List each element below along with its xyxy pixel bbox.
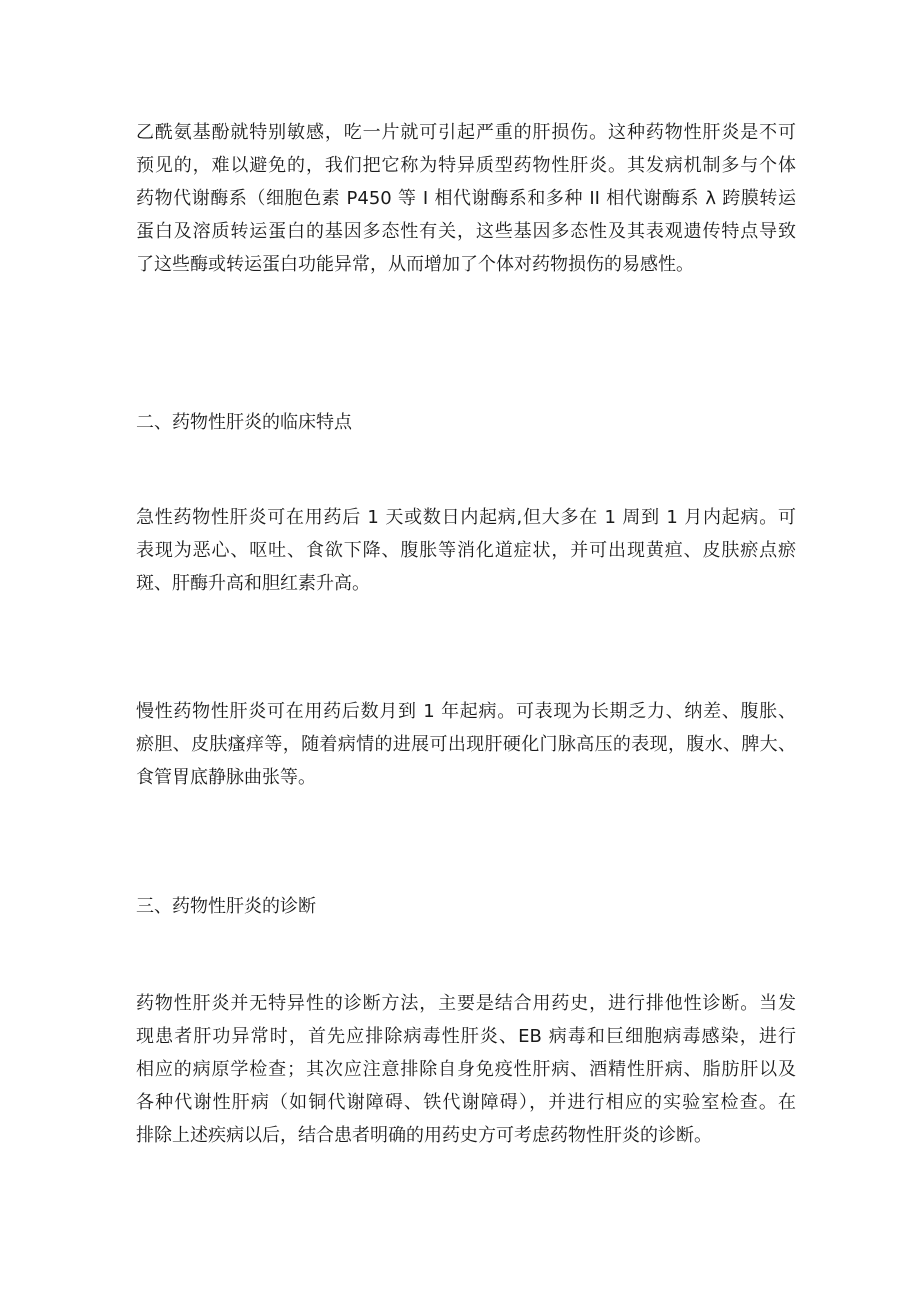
paragraph-line: 斑、肝酶升高和胆红素升高。	[136, 573, 370, 594]
paragraph-line: 食管胃底静脉曲张等。	[136, 767, 316, 788]
paragraph-pathogenesis	[136, 116, 796, 281]
paragraph-line: 现患者肝功异常时，首先应排除病毒性肝炎、EB 病毒和巨细胞病毒感染，进行	[136, 1026, 796, 1047]
paragraph-line: 相应的病原学检查；其次应注意排除自身免疫性肝病、酒精性肝病、脂肪肝以及	[136, 1059, 796, 1080]
paragraph-line: 药物代谢酶系（细胞色素 P450 等 I 相代谢酶系和多种 II 相代谢酶系 λ 跨膜转运	[136, 188, 796, 209]
paragraph-line: 了这些酶或转运蛋白功能异常，从而增加了个体对药物损伤的易感性。	[136, 254, 694, 275]
paragraph-line: 蛋白及溶质转运蛋白的基因多态性有关，这些基因多态性及其表观遗传特点导致	[136, 221, 796, 242]
paragraph-chronic	[136, 695, 796, 794]
paragraph-line: 急性药物性肝炎可在用药后 1 天或数日内起病,但大多在 1 周到 1 月内起病。可	[136, 507, 796, 528]
paragraph-acute	[136, 501, 796, 600]
paragraph-line: 预见的，难以避免的，我们把它称为特异质型药物性肝炎。其发病机制多与个体	[136, 155, 796, 176]
paragraph-line: 各种代谢性肝病（如铜代谢障碍、铁代谢障碍），并进行相应的实验室检查。在	[136, 1092, 796, 1113]
section-heading-diagnosis: 三、药物性肝炎的诊断	[136, 896, 316, 917]
section-heading-clinical-features: 二、药物性肝炎的临床特点	[136, 412, 352, 433]
paragraph-line: 慢性药物性肝炎可在用药后数月到 1 年起病。可表现为长期乏力、纳差、腹胀、	[136, 701, 796, 722]
paragraph-line: 表现为恶心、呕吐、食欲下降、腹胀等消化道症状，并可出现黄疸、皮肤瘀点瘀	[136, 540, 796, 561]
paragraph-line: 排除上述疾病以后，结合患者明确的用药史方可考虑药物性肝炎的诊断。	[136, 1125, 712, 1146]
paragraph-line: 乙酰氨基酚就特别敏感，吃一片就可引起严重的肝损伤。这种药物性肝炎是不可	[136, 122, 796, 143]
paragraph-line: 瘀胆、皮肤瘙痒等，随着病情的进展可出现肝硬化门脉高压的表现，腹水、脾大、	[136, 734, 796, 755]
paragraph-diagnosis	[136, 987, 796, 1152]
paragraph-line: 药物性肝炎并无特异性的诊断方法，主要是结合用药史，进行排他性诊断。当发	[136, 993, 796, 1014]
